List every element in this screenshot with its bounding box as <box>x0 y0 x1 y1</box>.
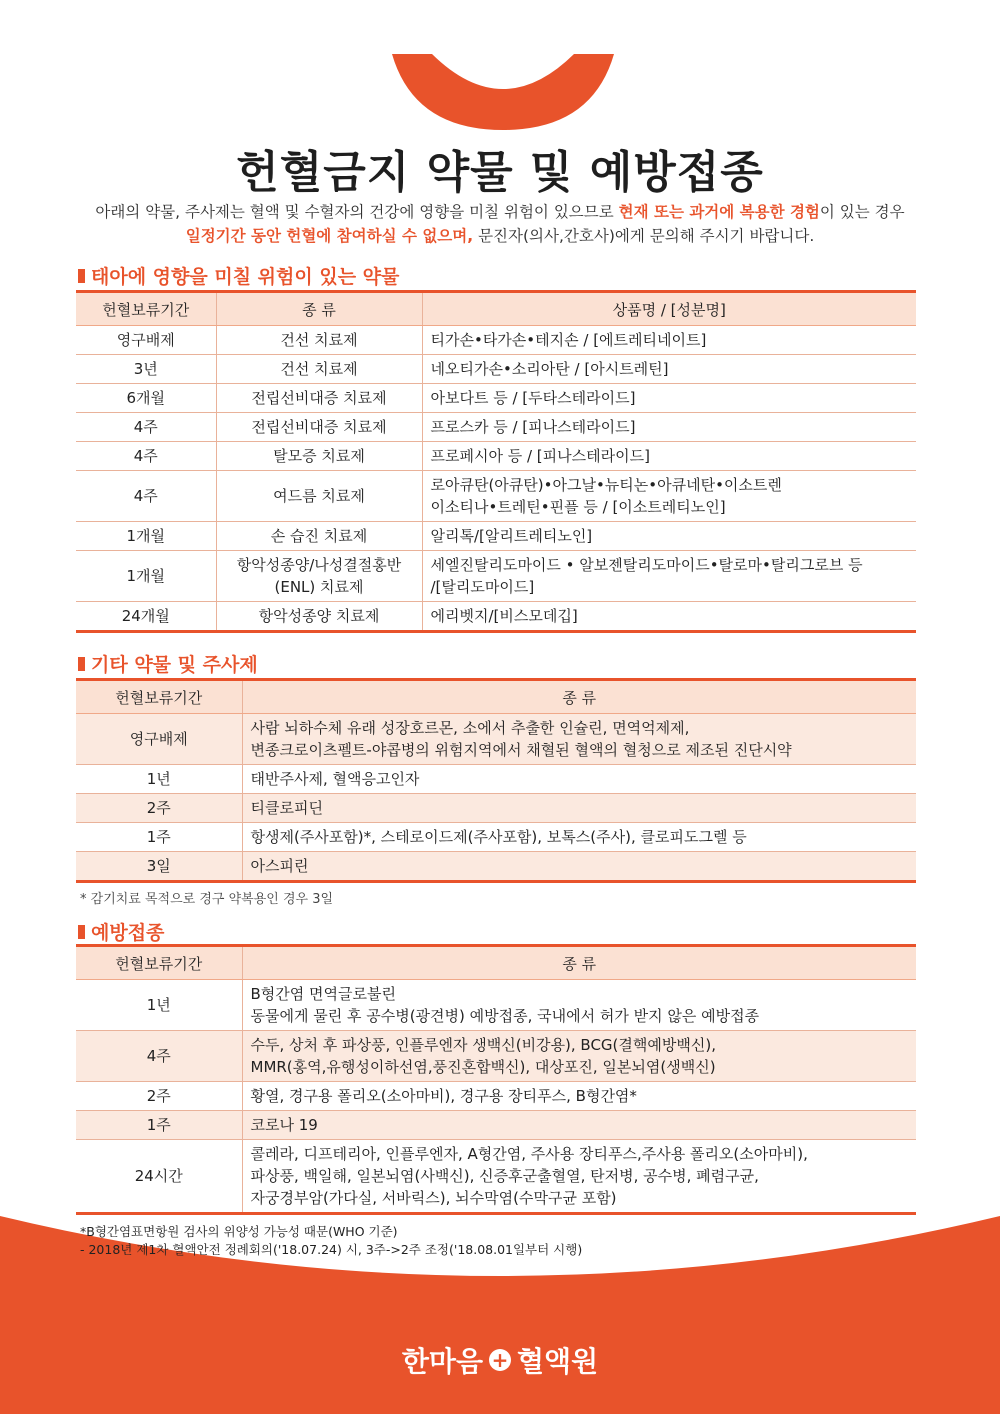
table-row: 2주 황열, 경구용 폴리오(소아마비), 경구용 장티푸스, B형간염* <box>76 1082 916 1111</box>
red-cross-drop-icon: + <box>489 1349 511 1371</box>
section2-title: 기타 약물 및 주사제 <box>78 650 258 677</box>
section3-title: 예방접종 <box>78 918 164 945</box>
col-header: 종 류 <box>242 946 916 980</box>
table-row: 3년 건선 치료제 네오티가손•소리아탄 / [아시트레틴] <box>76 355 916 384</box>
section1-table <box>76 290 916 633</box>
table-row: 4주 전립선비대증 치료제 프로스카 등 / [피나스테라이드] <box>76 413 916 442</box>
section1-title: 태아에 영향을 미칠 위험이 있는 약물 <box>78 262 399 289</box>
table-row: 영구배제 사람 뇌하수체 유래 성장호르몬, 소에서 추출한 인슐린, 면역억제제, 변종크로이츠펠트-야콥병의 위험지역에서 채혈된 혈액의 혈청으로 제조된 진단시약 <box>76 714 916 765</box>
intro-text: 아래의 약물, 주사제는 혈액 및 수혈자의 건강에 영향을 미칠 위험이 있으므로 현재 또는 과거에 복용한 경험이 있는 경우 일정기간 동안 헌혈에 참여하실 수 없으며, 문진자(의사,간호사)에게 문의해 주시기 바랍니다. <box>95 203 905 245</box>
intro-highlight-1: 현재 또는 과거에 복용한 경험 <box>618 203 820 221</box>
footnote-1: *B형간염표면항원 검사의 위양성 가능성 때문(WHO 기준) <box>80 1224 398 1239</box>
table-row: 6개월 전립선비대증 치료제 아보다트 등 / [두타스테라이드] <box>76 384 916 413</box>
bullet-square-icon <box>78 925 85 939</box>
section2-note: * 감기치료 목적으로 경구 약복용인 경우 3일 <box>80 892 334 907</box>
section2-table <box>76 678 916 883</box>
page-title: 헌혈금지 약물 및 예방접종 <box>236 147 764 198</box>
table-row: 1주 항생제(주사포함)*, 스테로이드제(주사포함), 보톡스(주사), 클로피도그렐 등 <box>76 823 916 852</box>
table-row: 4주 수두, 상처 후 파상풍, 인플루엔자 생백신(비강용), BCG(결핵예방백신), MMR(홍역,유행성이하선염,풍진혼합백신), 대상포진, 일본뇌염(생백신) <box>76 1031 916 1082</box>
col-header: 헌혈보류기간 <box>76 292 216 326</box>
table-row: 4주 탈모증 치료제 프로페시아 등 / [피나스테라이드] <box>76 442 916 471</box>
table-row: 1개월 항악성종양/나성결절홍반 (ENL) 치료제 세엘진탈리도마이드 • 알보젠탈리도마이드•탈로마•탈리그로브 등 /[탈리도마이드] <box>76 551 916 602</box>
col-header: 헌혈보류기간 <box>76 680 242 714</box>
section3-table <box>76 944 916 1215</box>
col-header: 상품명 / [성분명] <box>422 292 916 326</box>
table-row: 1년 B형간염 면역글로불린 동물에게 물린 후 공수병(광견병) 예방접종, 국내에서 허가 받지 않은 예방접종 <box>76 980 916 1031</box>
footnote-2: - 2018년 제1차 혈액안전 정례회의('18.07.24) 시, 3주->2주 조정('18.08.01일부터 시행) <box>80 1242 583 1257</box>
col-header: 헌혈보류기간 <box>76 946 242 980</box>
intro-highlight-2: 일정기간 동안 헌혈에 참여하실 수 없으며, <box>185 227 474 245</box>
table-row: 2주 티클로피딘 <box>76 794 916 823</box>
col-header: 종 류 <box>242 680 916 714</box>
bullet-square-icon <box>78 657 85 671</box>
table-row: 4주 여드름 치료제 로아큐탄(아큐탄)•아그날•뉴티논•아큐네탄•이소트렌 이소티나•트레틴•핀플 등 / [이소트레티노인] <box>76 471 916 522</box>
col-header: 종 류 <box>216 292 422 326</box>
table-row: 1년 태반주사제, 혈액응고인자 <box>76 765 916 794</box>
logo: 한마음 + 혈액원 <box>401 1345 599 1378</box>
table-row: 1주 코로나 19 <box>76 1111 916 1140</box>
table-row: 영구배제 건선 치료제 티가손•타가손•테지손 / [에트레티네이트] <box>76 326 916 355</box>
table-row: 24개월 항악성종양 치료제 에리벳지/[비스모데깁] <box>76 602 916 632</box>
table-row: 3일 아스피린 <box>76 852 916 882</box>
smile-arc-decoration <box>392 54 614 130</box>
table-row: 24시간 콜레라, 디프테리아, 인플루엔자, A형간염, 주사용 장티푸스,주사용 폴리오(소아마비), 파상풍, 백일해, 일본뇌염(사백신), 신증후군출혈열, 탄저병, 공수병, 폐렴구균, 자궁경부암(가다실, 서바릭스), 뇌수막염(수막구균 포함) <box>76 1140 916 1214</box>
table-row: 1개월 손 습진 치료제 알리톡/[알리트레티노인] <box>76 522 916 551</box>
bullet-square-icon <box>78 269 85 283</box>
